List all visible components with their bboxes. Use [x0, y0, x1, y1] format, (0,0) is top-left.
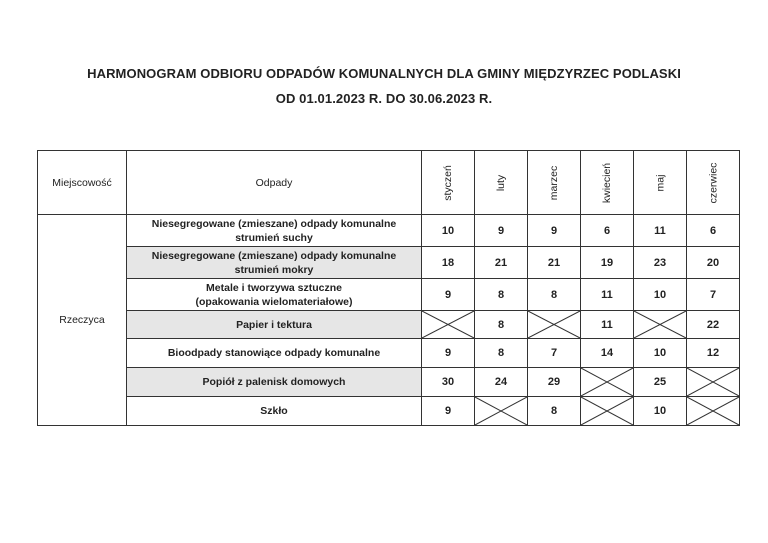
pickup-day-cell: 21 [475, 247, 528, 279]
waste-type-line1: Popiół z palenisk domowych [202, 376, 346, 388]
cross-icon [581, 397, 633, 425]
waste-type-line1: Papier i tektura [236, 318, 312, 331]
pickup-day-cell: 9 [528, 215, 581, 247]
cross-icon [528, 311, 580, 338]
waste-type-cell [127, 247, 422, 279]
waste-type-cell [127, 397, 422, 426]
pickup-day-cell: 10 [634, 279, 687, 311]
month-label: styczeń [441, 164, 454, 201]
header-month-mar [528, 151, 581, 215]
pickup-day-cell: 18 [422, 247, 475, 279]
table-row [38, 215, 740, 247]
waste-type-line1: Szkło [260, 405, 288, 417]
pickup-day-cell: 7 [687, 279, 740, 311]
waste-type-line2: strumień mokry [234, 263, 314, 276]
waste-type-line1: Metale i tworzywa sztuczne [206, 281, 342, 294]
waste-type-line2: (opakowania wielomateriałowe) [195, 295, 353, 308]
pickup-day-cell: 6 [581, 215, 634, 247]
month-label: kwiecień [601, 162, 613, 203]
pickup-day-cell: 8 [528, 279, 581, 311]
table-row [38, 368, 740, 397]
header-month-jun [687, 151, 740, 215]
header-month-may [634, 151, 687, 215]
pickup-day-cell: 19 [581, 247, 634, 279]
month-label: czerwiec [707, 162, 719, 203]
pickup-day-cell: 22 [687, 311, 740, 339]
table-row [38, 397, 740, 426]
pickup-day-cell: 14 [581, 339, 634, 368]
pickup-day-cell: 21 [528, 247, 581, 279]
header-town: Miejscowość [38, 151, 127, 215]
header-waste: Odpady [127, 151, 422, 215]
pickup-day-cell: 10 [634, 339, 687, 368]
pickup-day-cell: 8 [528, 397, 581, 426]
waste-type-cell [127, 215, 422, 247]
pickup-day-cell: 10 [634, 397, 687, 426]
town-cell: Rzeczyca [38, 215, 127, 426]
month-label: maj [653, 174, 666, 191]
pickup-day-cell: 7 [528, 339, 581, 368]
table-row [38, 311, 740, 339]
waste-type-cell [127, 339, 422, 368]
pickup-day-cell: 12 [687, 339, 740, 368]
document-title: HARMONOGRAM ODBIORU ODPADÓW KOMUNALNYCH DLA GMINY MIĘDZYRZEC PODLASKI [87, 66, 681, 81]
schedule-table [37, 150, 740, 426]
no-collection-cell [634, 311, 687, 339]
pickup-day-cell: 6 [687, 215, 740, 247]
pickup-day-cell: 8 [475, 279, 528, 311]
waste-type-line1: Bioodpady stanowiące odpady komunalne [167, 347, 381, 359]
waste-type-line1: Niesegregowane (zmieszane) odpady komunalne [151, 217, 397, 230]
pickup-day-cell: 10 [422, 215, 475, 247]
pickup-day-cell: 29 [528, 368, 581, 397]
cross-icon [581, 368, 633, 396]
no-collection-cell [528, 311, 581, 339]
pickup-day-cell: 20 [687, 247, 740, 279]
no-collection-cell [422, 311, 475, 339]
waste-type-cell [127, 368, 422, 397]
waste-type-line1: Niesegregowane (zmieszane) odpady komunalne [151, 249, 397, 262]
month-label: luty [495, 174, 507, 191]
cross-icon [634, 311, 686, 338]
no-collection-cell [581, 397, 634, 426]
no-collection-cell [581, 368, 634, 397]
no-collection-cell [687, 397, 740, 426]
pickup-day-cell: 11 [581, 311, 634, 339]
table-row [38, 247, 740, 279]
cross-icon [687, 397, 739, 425]
pickup-day-cell: 9 [422, 339, 475, 368]
table-row [38, 339, 740, 368]
pickup-day-cell: 23 [634, 247, 687, 279]
pickup-day-cell: 9 [422, 279, 475, 311]
waste-type-line2: strumień suchy [235, 231, 313, 244]
header-month-jan [422, 151, 475, 215]
pickup-day-cell: 9 [475, 215, 528, 247]
cross-icon [422, 311, 474, 338]
cross-icon [475, 397, 527, 425]
waste-type-cell [127, 279, 422, 311]
pickup-day-cell: 25 [634, 368, 687, 397]
pickup-day-cell: 11 [581, 279, 634, 311]
waste-type-cell [127, 311, 422, 339]
pickup-day-cell: 24 [475, 368, 528, 397]
cross-icon [687, 368, 739, 396]
header-month-feb [475, 151, 528, 215]
pickup-day-cell: 8 [475, 311, 528, 339]
no-collection-cell [687, 368, 740, 397]
table-row [38, 279, 740, 311]
pickup-day-cell: 11 [634, 215, 687, 247]
pickup-day-cell: 30 [422, 368, 475, 397]
pickup-day-cell: 8 [475, 339, 528, 368]
header-row [38, 151, 740, 215]
month-label: marzec [548, 165, 560, 200]
pickup-day-cell: 9 [422, 397, 475, 426]
no-collection-cell [475, 397, 528, 426]
date-range: OD 01.01.2023 R. DO 30.06.2023 R. [275, 91, 493, 106]
header-month-apr [581, 151, 634, 215]
